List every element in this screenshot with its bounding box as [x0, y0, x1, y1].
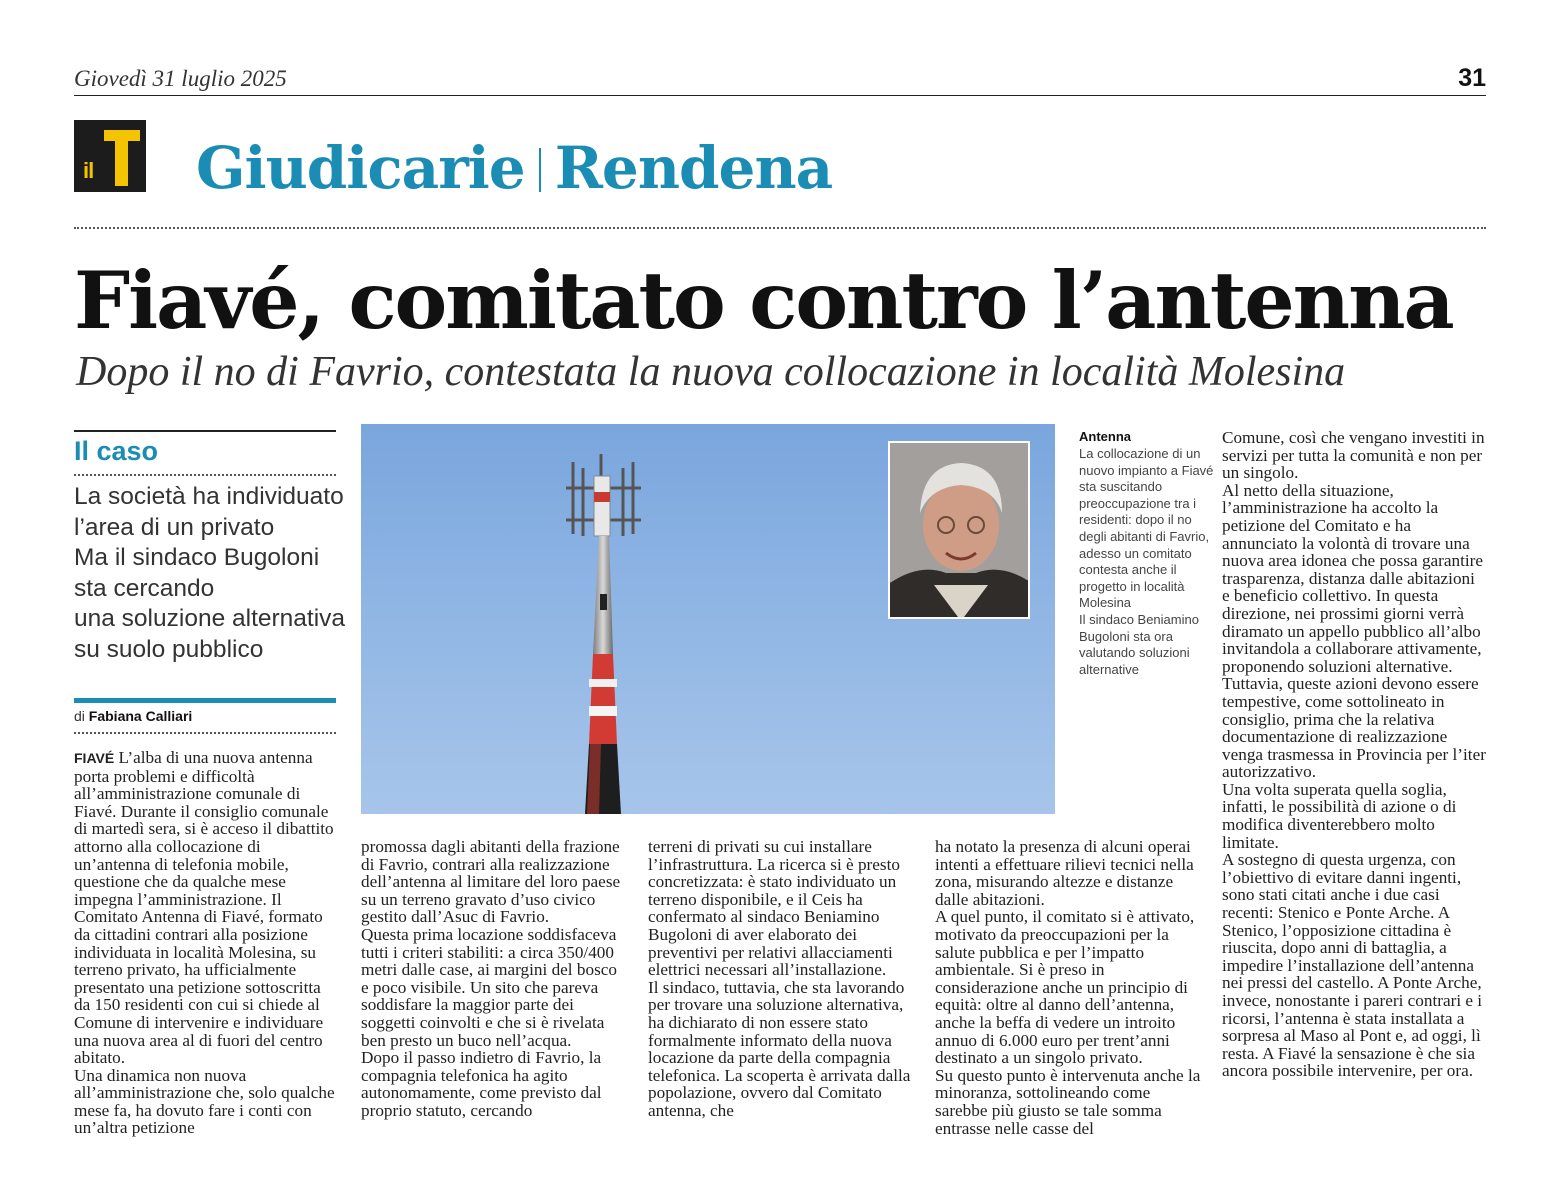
- byline-rule: [74, 698, 336, 703]
- logo-t-stem: [115, 130, 128, 186]
- article-column-5: [1222, 429, 1486, 1080]
- subtitle: Dopo il no di Favrio, contestata la nuova collocazione in località Molesina: [76, 349, 1346, 395]
- article-column-3: [648, 838, 914, 1120]
- page-number: 31: [1458, 64, 1486, 92]
- section-separator: [539, 148, 541, 192]
- article-column-2: [361, 838, 627, 1120]
- logo-mark: il: [83, 158, 94, 183]
- dateline-kicker: FIAVÉ: [74, 750, 115, 766]
- page-header: [74, 64, 1486, 96]
- dotted-divider: [74, 227, 1486, 229]
- section-title: [196, 130, 832, 206]
- newspaper-logo: [74, 120, 146, 192]
- byline-dotted-divider: [74, 732, 336, 734]
- sidebar-line: Ma il sindaco Bugoloni: [74, 544, 320, 571]
- sidebar-summary: [74, 482, 349, 665]
- sidebar-line: l’area di un privato: [74, 513, 275, 541]
- column-text: promossa dagli abitanti della frazione di Favrio, contrari alla realizzazione dell’antenna al limitare del loro paese su un terreno gravato d’uso civico gestito dall’Asuc di Favrio. Questa prima locazione soddisfaceva tutti i criteri stabiliti: a circa 350/400 metri dalle case, ai margini del bosco e poco visibile. Un sito che pareva soddisfare la maggior parte dei soggetti coinvolti e che si è rivelata ben presto un buco nell’acqua. Dopo il passo indietro di Favrio, la compagnia telefonica ha agito autonomamente, come previsto dal proprio statuto, cercando: [361, 837, 621, 1120]
- sidebar-rule: [74, 430, 336, 432]
- column-text: L’alba di una nuova antenna porta problemi e difficoltà all’amministrazione comunale di Fiavé. Durante il consiglio comunale di martedì sera, si è acceso il dibattito attorno alla collocazione di un’antenna di telefonia mobile, questione che da qualche mese impegna l’amministrazione. Il Comitato Antenna di Fiavé, formato da cittadini contrari alla posizione individuata in località Molesina, su terreno privato, ha ufficialmente presentato una petizione sottoscritta da 150 residenti con cui si chiede al Comune di intervenire e individuare una nuova area al di fuori del centro abitato. Una dinamica non nuova all’amministrazione che, solo qualche mese fa, ha dovuto fare i conti con un’altra petizione: [74, 748, 335, 1138]
- section-right: Rendena: [554, 134, 833, 202]
- mayor-portrait-photo: [890, 443, 1030, 619]
- sidebar-line: una soluzione alternativa: [74, 605, 346, 632]
- author-name: Fabiana Calliari: [88, 708, 193, 724]
- headline: Fiavé, comitato contro l’antenna: [74, 254, 1453, 347]
- photo-caption-title: Antenna: [1079, 429, 1131, 444]
- section-left: Giudicarie: [196, 134, 525, 202]
- sidebar-title: Il caso: [74, 436, 159, 466]
- photo-caption-text: La collocazione di un nuovo impianto a Fiavé sta suscitando preoccupazione tra i residenti: dopo il no degli abitanti di Favrio, adesso un comitato contesta anche il progetto in località Molesina Il sindaco Beniamino Bugoloni sta ora valutando soluzioni alternative: [1079, 446, 1214, 677]
- sidebar-dotted-divider: [74, 474, 336, 476]
- article-column-4: [935, 838, 1201, 1137]
- article-column-1: [74, 749, 338, 1137]
- mayor-portrait: [888, 441, 1030, 619]
- column-text: Comune, così che vengano investiti in servizi per tutta la comunità e non per un singolo. Al netto della situazione, l’amministrazione ha accolto la petizione del Comitato e ha annunciato la volontà di trovare una nuova area idonea che possa garantire trasparenza, distanza dalle abitazioni e beneficio collettivo. In questa direzione, nei prossimi giorni verrà diramato un appello pubblico all’albo invitandola a collaborare attivamente, proponendo soluzioni alternative. Tuttavia, queste azioni devono essere tempestive, come sottolineato in consiglio, prima che la relativa documentazione di realizzazione venga trasmessa in Provincia per l’iter autorizzativo. Una volta superata quella soglia, infatti, le possibilità di azione o di modifica diventerebbero molto limitate. A sostegno di questa urgenza, con l’obiettivo di evitare danni ingenti, sono stati citati anche i due casi recenti: Stenico e Ponte Arche. A Stenico, l’opposizione cittadina è riuscita, dopo anni di battaglia, a impedire l’installazione dell’antenna nei pressi del castello. A Ponte Arche, invece, nonostante i pareri contrari e i ricorsi, l’antenna è stata installata a sorpresa al Maso al Pont e, ad oggi, lì resta. A Fiavé la sensazione è che sia ancora possibile intervenire, per ora.: [1222, 428, 1486, 1081]
- sidebar-line: su suolo pubblico: [74, 635, 264, 663]
- column-text: ha notato la presenza di alcuni operai intenti a effettuare rilievi tecnici nella zona, misurando altezze e distanze dalle abitazioni. A quel punto, il comitato si è attivato, motivato da preoccupazioni per la salute pubblica e per l’impatto ambientale. Si è preso in considerazione anche un principio di equità: oltre al danno dell’antenna, anche la beffa di vedere un introito annuo di 6.000 euro per trent’anni destinato a un singolo privato. Su questo punto è intervenuta anche la minoranza, sottolineando come sarebbe più giusto se tale somma entrasse nelle casse del: [935, 837, 1201, 1138]
- byline: [74, 708, 192, 724]
- byline-prefix: di: [74, 708, 85, 724]
- column-text: terreni di privati su cui installare l’infrastruttura. La ricerca si è presto concretizzata: è stato individuato un terreno disponibile, e il Ceis ha confermato al sindaco Beniamino Bugoloni di aver elaborato dei preventivi per relativi allacciamenti elettrici necessari all’installazione. Il sindaco, tuttavia, che sta lavorando per trovare una soluzione alternativa, ha dichiarato di non essere stato formalmente informato della nuova locazione da parte della compagnia telefonica. La scoperta è arrivata dalla popolazione, ovvero dal Comitato antenna, che: [648, 837, 911, 1120]
- sidebar-line: sta cercando: [74, 574, 215, 602]
- sidebar-line: La società ha individuato: [74, 483, 344, 510]
- issue-date: Giovedì 31 luglio 2025: [74, 66, 287, 91]
